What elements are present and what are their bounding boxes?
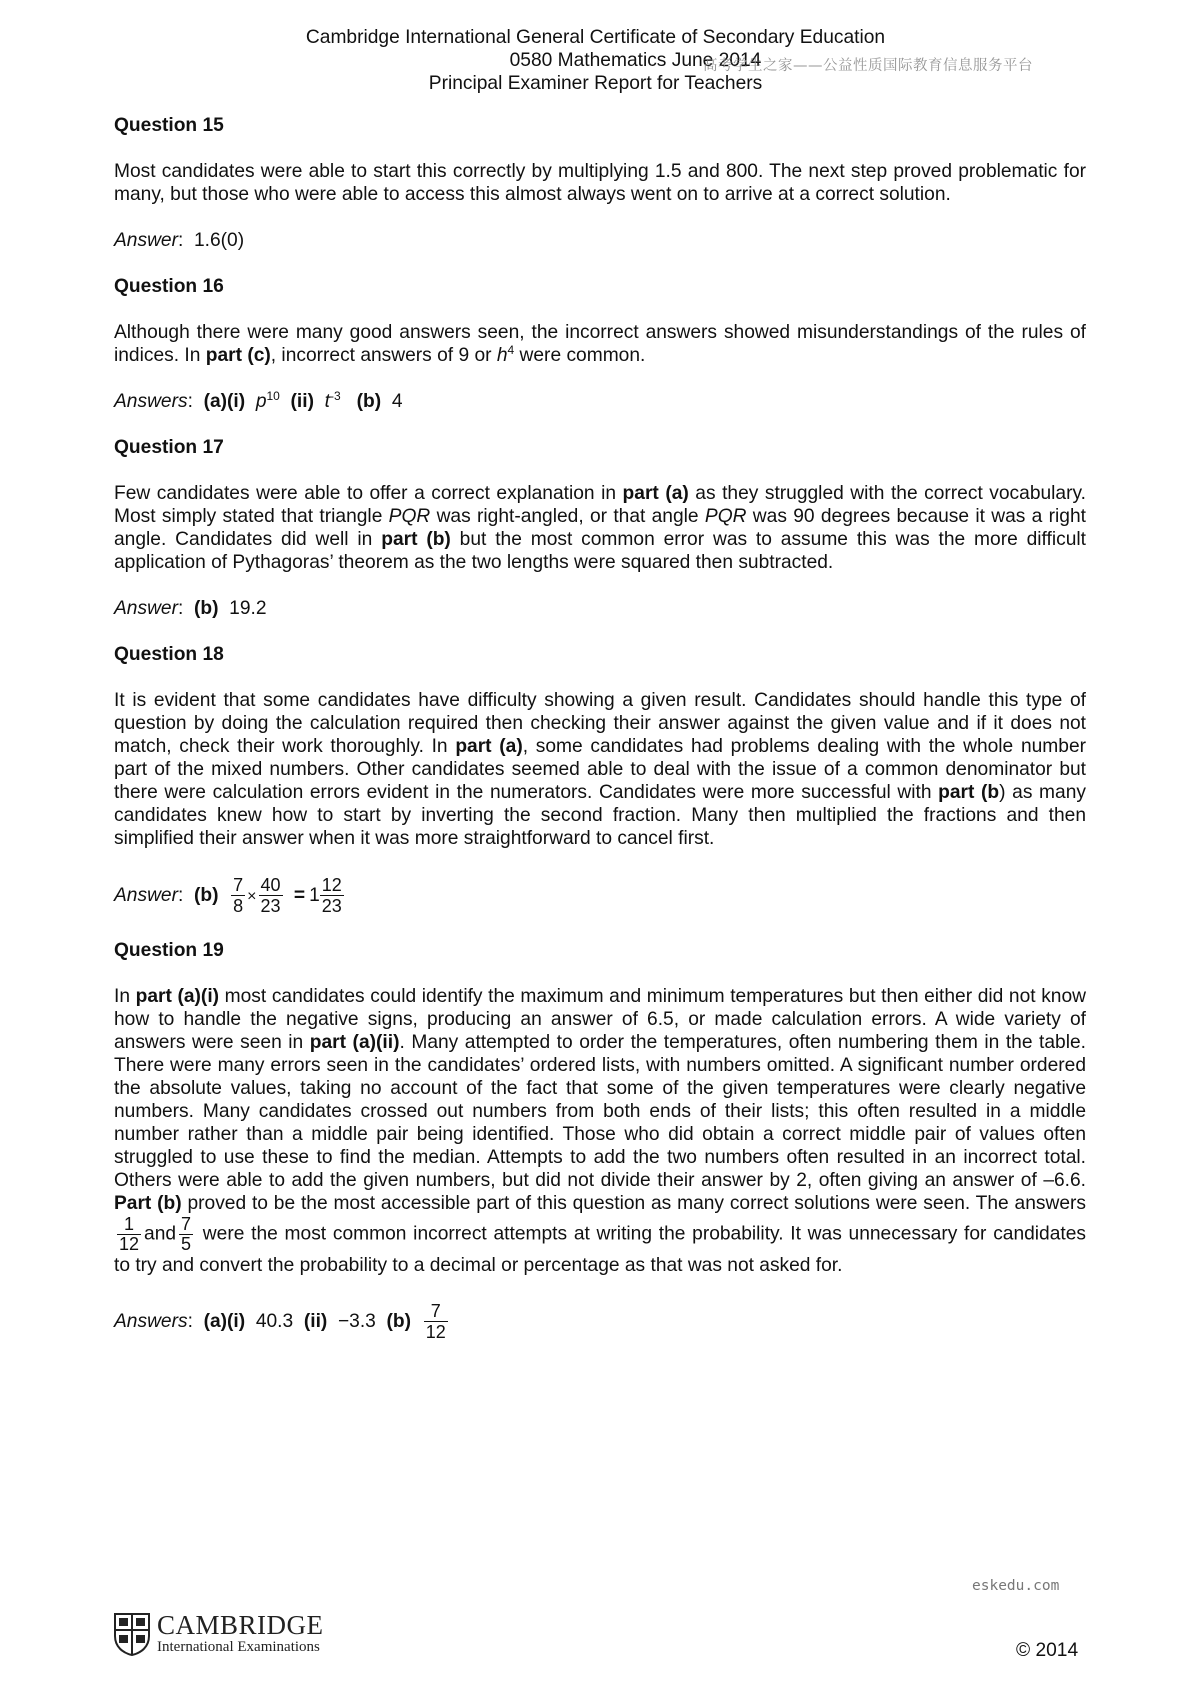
q17-paragraph: Few candidates were able to offer a correct explanation in part (a) as they struggled with the correct vocabulary. Most simply stated that triangle PQR was right-angled, or that angle PQR was 90 degrees because it was a right angle. Candidates did well in part (b) but the most common error was to assume this was the more difficult application of Pythagoras’ theorem as the two lengths were squared then subtracted. xyxy=(114,483,1086,573)
fraction: $\frac{7}{12}$ xyxy=(425,1301,446,1343)
logo-main-text: CAMBRIDGE xyxy=(157,1610,324,1640)
q19-paragraph: In part (a)(i) most candidates could identify the maximum and minimum temperatures but then either did not know how to handle the negative signs, producing an answer of 6.5, or made calculation errors. A wide variety of answers were seen in part (a)(ii). Many attempted to order the temperatures, often numbering them in the table. There were many errors seen in the candidates’ ordered lists, with numbers omitted. A significant number ordered the absolute values, taking no account of the fact that some of the given temperatures were clearly negative numbers. Many candidates crossed out numbers from both ends of their lists; this often resulted in a middle number rather than a middle pair being identified. Those who did obtain a correct middle pair of values often struggled to use these to find the median. Attempts to add the two numbers often resulted in an incorrect total. Others were able to add the given numbers, but did not divide their answer by 2, often giving an answer of –6.6. Part (b) proved to be the most accessible part of this question as many correct solutions were seen. The answers $\frac{1}{12}$ and $\frac{7}{5}$ were the most common incorrect attempts at writing the probability. It was unnecessary for candidates to try and convert the probability to a decimal or percentage as that was not asked for. xyxy=(114,986,1086,1276)
q15-answer-value: 1.6(0) xyxy=(193,230,245,251)
fraction: $\frac{12}{23}$ xyxy=(321,875,342,917)
q18-title: Question 18 xyxy=(114,644,224,665)
header-line-2: 0580 Mathematics June 2014 xyxy=(509,50,762,71)
watermark: 高考学生之家——公益性质国际教育信息服务平台 xyxy=(703,58,1033,74)
q16-answer: Answers: (a)(i) $p^{10}$ (ii) $t^{-3}$ (b) 4 xyxy=(114,389,403,412)
cambridge-logo xyxy=(113,1612,324,1656)
cambridge-shield-icon xyxy=(113,1612,151,1656)
site-watermark: eskedu.com xyxy=(972,1578,1060,1594)
q18-answer: Answer: (b) $\frac{7}{8}$ × $\frac{40}{23}$ = 1 $\frac{12}{23}$ xyxy=(114,875,342,917)
q18-paragraph: It is evident that some candidates have difficulty showing a given result. Candidates should handle this type of question by doing the calculation required then checking their answer against the given value and if it does not match, check their work thoroughly. In part (a), some candidates had problems dealing with the whole number part of the mixed numbers. Other candidates seemed able to deal with the issue of a common denominator but there were calculation errors evident in the numerators. Candidates were more successful with part (b) as many candidates knew how to start by inverting the second fraction. Many then multiplied the fractions and then simplified their answer when it was more straightforward to cancel first. xyxy=(114,690,1087,849)
q17-answer: Answer: (b) 19.2 xyxy=(114,598,267,619)
fraction: $\frac{7}{8}$ xyxy=(233,875,244,917)
answer-label: Answer xyxy=(114,230,178,251)
report-body xyxy=(114,114,1086,1345)
q15-answer: Answer: 1.6(0) xyxy=(114,230,245,251)
fraction: $\frac{7}{5}$ xyxy=(181,1214,192,1254)
q15-paragraph: Most candidates were able to start this correctly by multiplying 1.5 and 800. The next step proved problematic for many, but those who were able to access this almost always went on to arrive at a correct solution. xyxy=(114,161,1086,205)
fraction: $\frac{1}{12}$ xyxy=(119,1214,140,1254)
header-line-3: Principal Examiner Report for Teachers xyxy=(428,73,763,94)
copyright: © 2014 xyxy=(1016,1640,1079,1661)
q19-answer: Answers: (a)(i) 40.3 (ii) −3.3 (b) $\frac{7}{12}$ xyxy=(114,1301,446,1343)
logo-sub-text: International Examinations xyxy=(157,1639,320,1655)
q19-title: Question 19 xyxy=(114,940,224,961)
q16-title: Question 16 xyxy=(114,276,224,297)
q17-title: Question 17 xyxy=(114,437,224,458)
q16-paragraph: Although there were many good answers seen, the incorrect answers showed misunderstandings of the rules of indices. In part (c), incorrect answers of 9 or $h^4$ were common. xyxy=(114,322,1086,366)
q15-title: Question 15 xyxy=(114,115,224,136)
header-line-1: Cambridge International General Certificate of Secondary Education xyxy=(305,27,886,48)
fraction: $\frac{40}{23}$ xyxy=(260,875,281,917)
